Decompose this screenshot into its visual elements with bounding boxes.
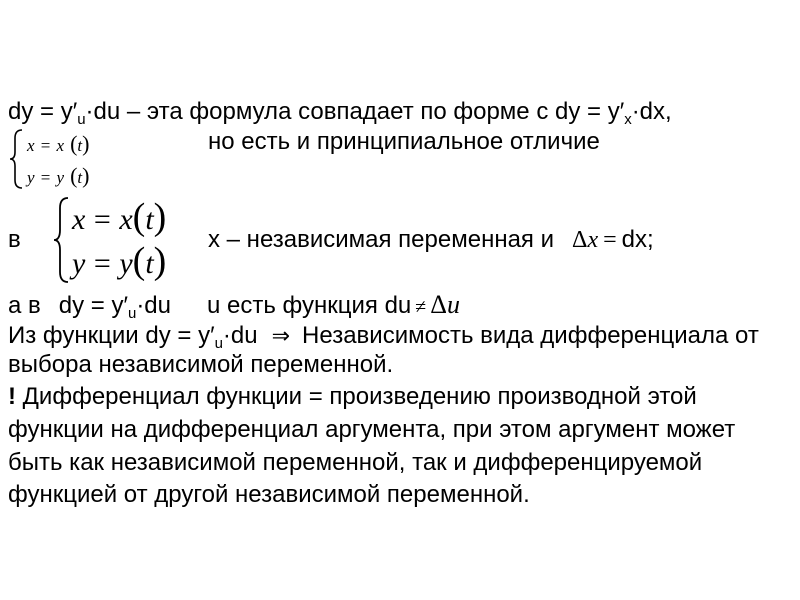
line1-text: ·du – эта формула совпадает по форме с dy = y′ <box>85 98 625 125</box>
implies-arrow: ⇒ <box>271 324 291 349</box>
text-line-8: функции на дифференциал аргумента, при этом аргумент может <box>8 416 736 443</box>
formula-line-2-text: но есть и принципиальное отличие <box>208 128 600 155</box>
sub-u: u <box>127 305 137 322</box>
var-t: t <box>77 136 83 155</box>
text-line-10: функцией от другой независимой переменной. <box>8 481 530 508</box>
delta-symbol: Δ <box>430 290 447 319</box>
equals-sign: = <box>40 168 51 187</box>
var-y: y <box>72 247 86 280</box>
text-line-9: быть как независимой переменной, так и дифференцируемой <box>8 449 703 476</box>
line5-text-b: ·du <box>222 322 258 349</box>
formula-line-1 <box>8 98 672 126</box>
paren-right: ) <box>153 196 167 238</box>
text-line-7 <box>8 383 697 411</box>
line5-text-c: Независимость вида дифференциала от <box>302 322 759 349</box>
dy-label: dy = y′ <box>8 98 78 125</box>
line3-text: x – независимая переменная и <box>208 226 554 253</box>
system-large-row-1 <box>72 196 167 238</box>
line3-tail: dx; <box>621 226 654 253</box>
system-small-row-1 <box>27 131 90 156</box>
var-x-fn: x <box>119 203 133 236</box>
var-y: y <box>27 168 35 187</box>
paren-right: ) <box>82 163 90 188</box>
line7-text: Дифференциал функции = произведению производной этой <box>16 383 697 410</box>
delta-symbol: Δ <box>572 227 588 253</box>
sub-x: x <box>624 111 632 128</box>
line1-tail: ·dx, <box>631 98 672 125</box>
equals-sign: = <box>603 227 617 253</box>
formula-line-3 <box>208 226 654 254</box>
var-x-fn: x <box>56 136 65 155</box>
paren-left: ( <box>132 240 146 282</box>
not-equal-sign: ≠ <box>415 296 427 318</box>
paren-right: ) <box>82 131 90 156</box>
paren-right: ) <box>153 240 167 282</box>
equals-sign: = <box>93 203 111 236</box>
var-y-fn: y <box>56 168 65 187</box>
paren-left: ( <box>70 163 78 188</box>
sub-u: u <box>77 111 86 128</box>
dy-label: dy = y′ <box>58 292 128 319</box>
var-t: t <box>77 168 83 187</box>
line4-prefix: а в <box>8 292 41 319</box>
text-line-6: выбора независимой переменной. <box>8 351 394 378</box>
formula-line-5 <box>8 322 759 351</box>
var-t: t <box>145 247 154 280</box>
exclamation-mark: ! <box>8 383 16 410</box>
system-small-row-2 <box>27 163 90 188</box>
line3-prefix: в <box>8 226 21 253</box>
sub-u: u <box>214 335 223 352</box>
formula-line-4 <box>8 291 460 321</box>
equals-sign: = <box>40 136 51 155</box>
var-x: x <box>27 136 35 155</box>
var-u: u <box>447 290 460 319</box>
equals-sign: = <box>93 247 111 280</box>
paren-left: ( <box>70 131 78 156</box>
var-y-fn: y <box>119 247 133 280</box>
line4-text: u есть функция du <box>207 292 412 319</box>
du-label: ·du <box>136 292 171 319</box>
left-brace-large <box>50 196 74 284</box>
system-large-row-2 <box>72 240 167 282</box>
line5-text-a: Из функции dy = y′ <box>8 322 215 349</box>
paren-left: ( <box>132 196 146 238</box>
left-brace-small <box>7 128 27 190</box>
var-x: x <box>72 203 86 236</box>
var-x: x <box>587 227 599 253</box>
var-t: t <box>145 203 154 236</box>
